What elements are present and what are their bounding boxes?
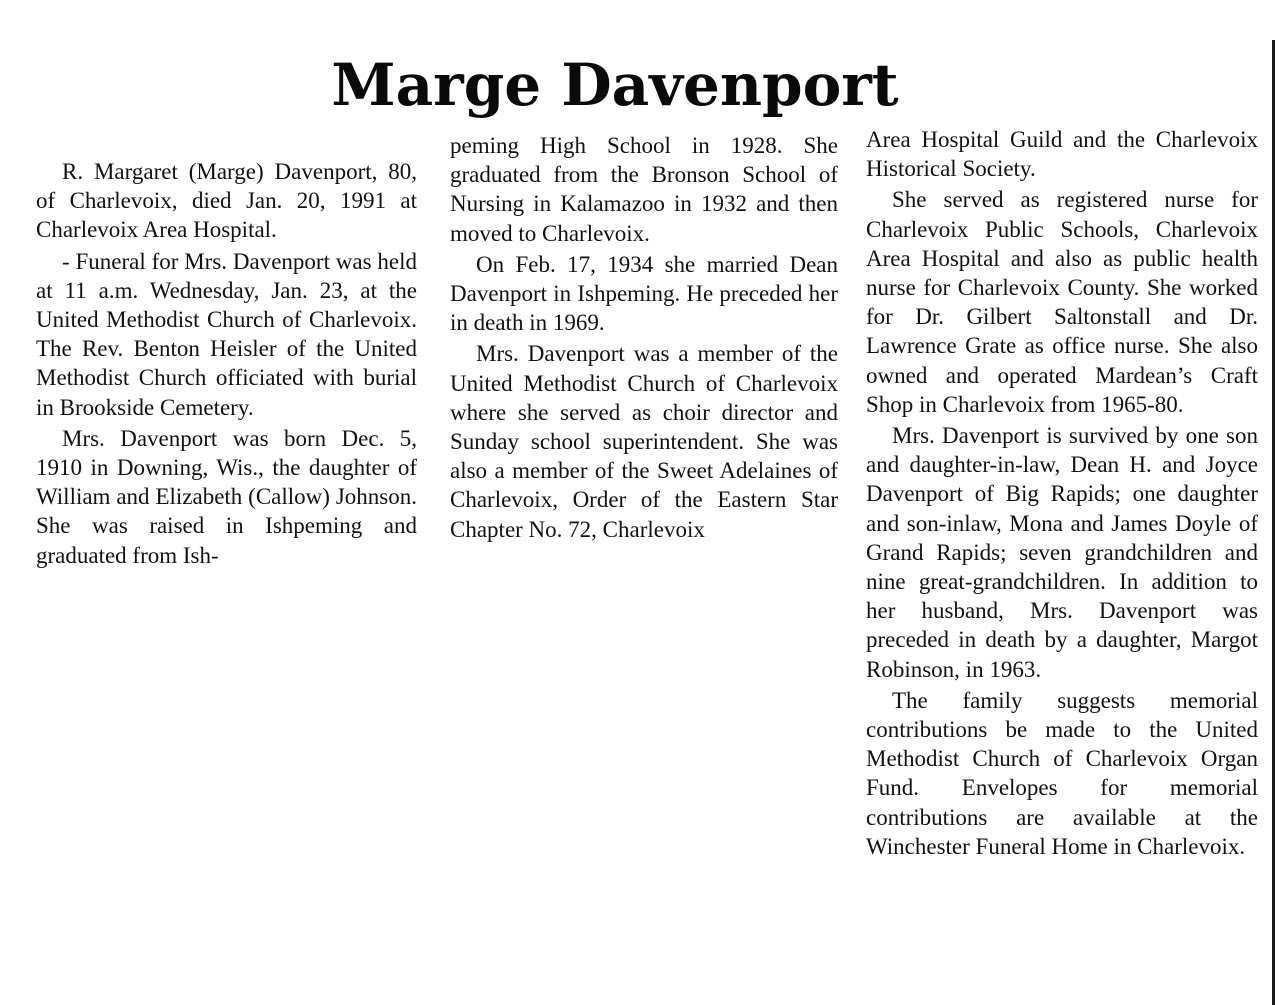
- text-column-3: [866, 125, 1258, 861]
- paragraph: She served as registered nurse for Charlevoix Public Schools, Charlevoix Area Hospital and also as public health nurse for Charlevoix County. She worked for Dr. Gilbert Saltonstall and Dr. Lawrence Grate as office nurse. She also owned and operated Mardean’s Craft Shop in Charlevoix from 1965-80.: [866, 187, 1258, 417]
- paragraph: R. Margaret (Marge) Davenport, 80, of Charlevoix, died Jan. 20, 1991 at Charlevoix Area Hospital.: [36, 159, 417, 243]
- paragraph: Mrs. Davenport is survived by one son and daughter-in-law, Dean H. and Joyce Davenport of Big Rapids; one daughter and son-inlaw, Mona and James Doyle of Grand Rapids; seven grandchildren and nine great-grandchildren. In addition to her husband, Mrs. Davenport was preceded in death by a daughter, Margot Robinson, in 1963.: [866, 423, 1258, 682]
- paragraph-continued: Area Hospital Guild and the Charlevoix Historical Society.: [866, 127, 1258, 182]
- obituary-headline: Marge Davenport: [331, 51, 899, 119]
- text-column-2: [450, 131, 838, 544]
- paragraph: Mrs. Davenport was born Dec. 5, 1910 in Downing, Wis., the daughter of William and Elizabeth (Callow) Johnson. She was raised in Ishpeming and graduated from Ish-: [36, 425, 417, 568]
- paragraph: On Feb. 17, 1934 she married Dean Davenport in Ishpeming. He preceded her in death in 1969.: [450, 251, 838, 336]
- column-rule: [1272, 40, 1275, 1005]
- paragraph-continued: peming High School in 1928. She graduated from the Bronson School of Nursing in Kalamazoo in 1932 and then moved to Charlevoix.: [450, 133, 838, 246]
- paragraph: - Funeral for Mrs. Davenport was held at 11 a.m. Wednesday, Jan. 23, at the United Methodist Church of Charlevoix. The Rev. Benton Heisler of the United Methodist Church officiated with burial in Brookside Cemetery.: [36, 248, 417, 420]
- text-column-1: [36, 157, 417, 570]
- paragraph: Mrs. Davenport was a member of the United Methodist Church of Charlevoix where she served as choir director and Sunday school superintendent. She was also a member of the Sweet Adelaines of Charlevoix, Order of the Eastern Star Chapter No. 72, Charlevoix: [450, 341, 838, 542]
- paragraph: The family suggests memorial contributions be made to the United Methodist Church of Charlevoix Organ Fund. Envelopes for memorial contributions are available at the Winchester Funeral Home in Charlevoix.: [866, 687, 1258, 859]
